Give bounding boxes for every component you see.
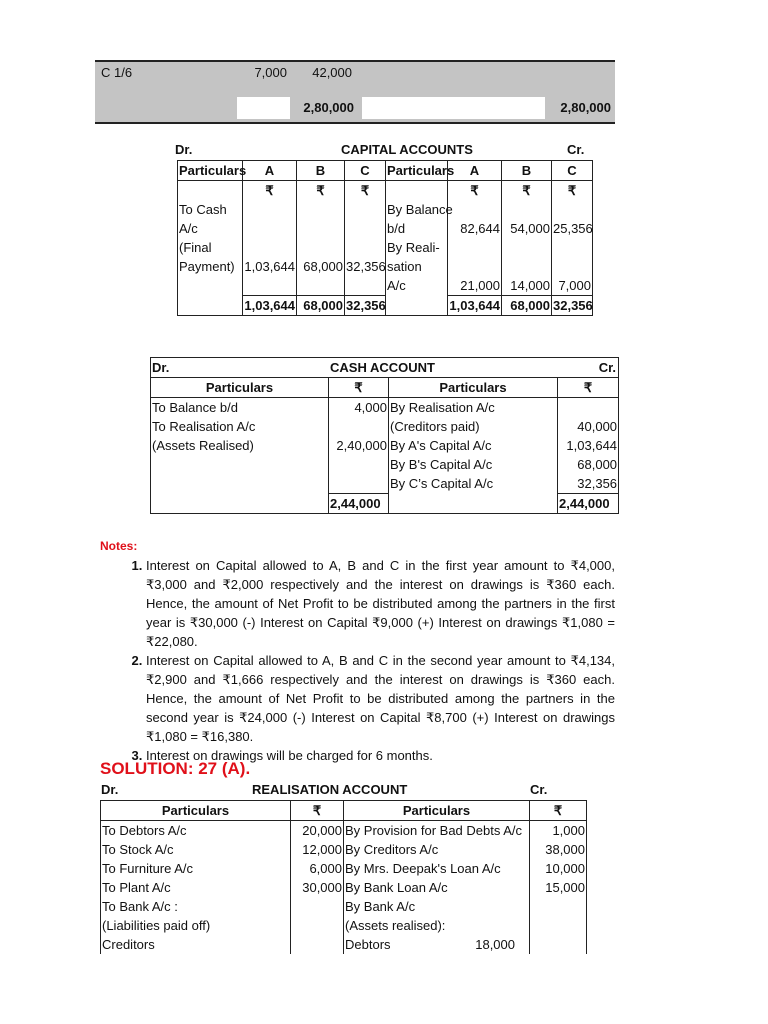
notes-heading: Notes:	[100, 539, 138, 553]
notes	[100, 537, 615, 765]
realisation-dr: Dr.	[101, 782, 119, 797]
realisation-cr: Cr.	[530, 782, 548, 797]
total-left: 2,80,000	[303, 100, 354, 115]
previous-table-fragment	[95, 60, 615, 124]
realisation-title: REALISATION ACCOUNT	[252, 782, 408, 797]
note-item: 1. Interest on Capital allowed to A, B and C in the first year amount to ₹4,000, ₹3,000 and ₹2,000 respectively and the interest on drawings is ₹360 each. Hence, the amount of Net Profit to be distributed among the partners in the first year is ₹30,000 (-) Interest on Capital ₹9,000 (+) Interest on drawings ₹1,080 = ₹22,080.	[146, 556, 615, 651]
table-row: To Bank A/c : By Bank A/c	[101, 897, 587, 916]
row-value: 42,000	[312, 65, 352, 80]
cash-account-table: Dr. CASH ACCOUNT Cr. Particulars ₹ Particulars ₹ To Balance b/d To Realisation A/c (Assets Realised) 4,000 2,40,000 By Realisation A/c (Creditors paid) By A's Capital A/c By B's Capital A/c By C’s Capital A/c 40,000 1,03,644 68,000 32,356 2,44,000 2,44,000	[150, 357, 619, 514]
table-row: To Debtors A/c 20,000 By Provision for Bad Debts A/c 1,000	[101, 821, 587, 841]
capital-accounts-table: Particulars A B C Particulars A B C To Cash A/c (Final Payment) ₹ 1,03,644 ₹ 68,000 ₹ 32,356 By Balance b/d By Reali- sation A/c ₹ 82,644 21,000 ₹ 54,000 14,000 ₹ 25,356 7,000 1,03,644 68,000 32,356 1,03,644 68,000 32,356	[177, 160, 593, 316]
note-item: 3. Interest on drawings will be charged for 6 months.	[146, 746, 615, 765]
capital-cr: Cr.	[567, 142, 585, 157]
capital-title: CAPITAL ACCOUNTS	[341, 142, 473, 157]
table-row: To Furniture A/c 6,000 By Mrs. Deepak's Loan A/c 10,000	[102, 861, 585, 876]
solution-heading: SOLUTION: 27 (A).	[100, 759, 251, 778]
row-label: C 1/6	[101, 65, 133, 80]
total-right: 2,80,000	[560, 100, 611, 115]
capital-dr: Dr.	[175, 142, 193, 157]
realisation-account-table: Particulars ₹ Particulars ₹ To Debtors A/c 20,000 By Provision for Bad Debts A/c 1,000 To Stock A/c 12,000 By Creditors A/c 38,000 To Furniture A/c 6,000 By Mrs. Deepak's Loan A/c 10,000 To Plant A/c 30,000 By Bank Loan A/c 15,000 To Bank A/c : By Bank A/c (Liabilities paid off) (Assets realised): Creditors Debtors 18,000	[100, 800, 587, 954]
table-row: (Liabilities paid off) (Assets realised):	[101, 916, 587, 935]
row-value: 7,000	[254, 65, 287, 80]
table-row: Creditors Debtors 18,000	[101, 935, 587, 954]
table-row: To Stock A/c 12,000 By Creditors A/c 38,000	[102, 842, 585, 857]
note-item: 2. Interest on Capital allowed to A, B and C in the second year amount to ₹4,134, ₹2,900 and ₹1,666 respectively and the interest on drawings is ₹360 each. Hence, the amount of Net Profit to be distributed among the partners in the second year is ₹24,000 (-) Interest on Capital ₹8,700 (+) Interest on drawings ₹1,080 = ₹16,380.	[146, 651, 615, 746]
table-row: To Plant A/c 30,000 By Bank Loan A/c 15,000	[102, 880, 585, 895]
